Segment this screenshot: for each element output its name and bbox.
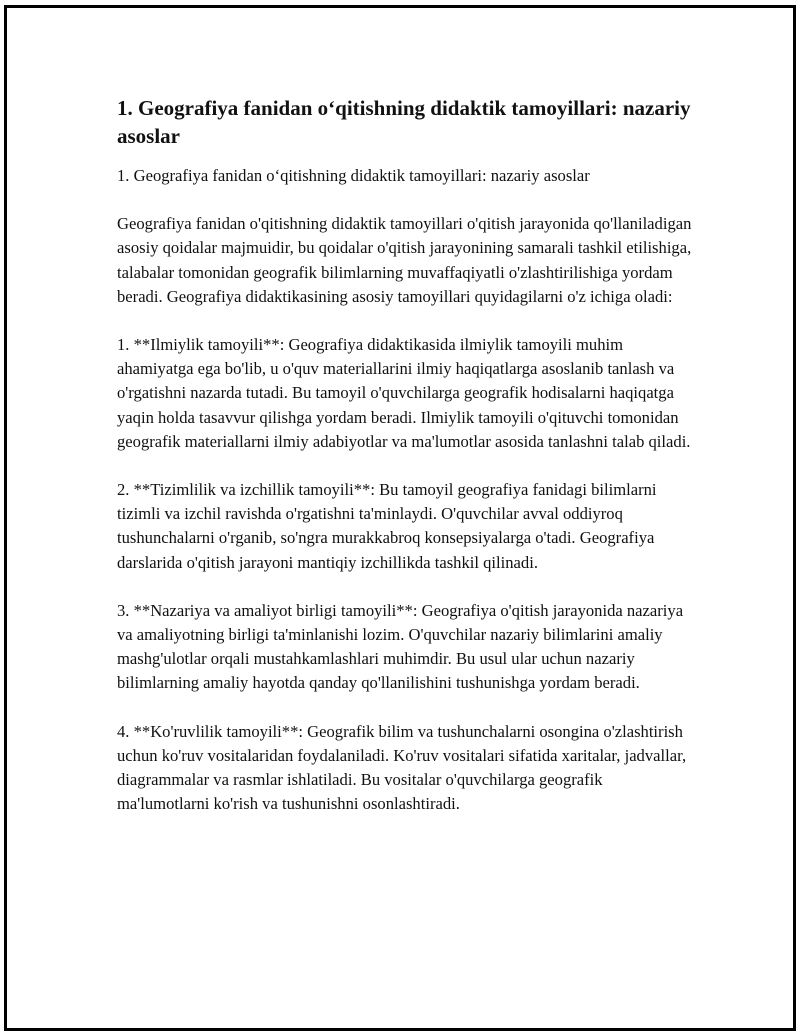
intro-paragraph: Geografiya fanidan o'qitishning didaktik tamoyillari o'qitish jarayonida qo'llaniladigan asosiy qoidalar majmuidir, bu qoidalar o'qitish jarayonining samarali tashkil etilishiga, talabalar tomonidan geografik bilimlarning muvaffaqiyatli o'zlashtirilishiga yordam beradi. Geografiya didaktikasining asosiy tamoyillari quyidagilarni o'z ichiga oladi: <box>117 214 692 306</box>
principle-paragraph-theory-practice: 3. **Nazariya va amaliyot birligi tamoyili**: Geografiya o'qitish jarayonida nazariya va amaliyotning birligi ta'minlanishi lozim. O'quvchilar nazariy bilimlarini amaliy mashg'ulotlar orqali mustahkamlashlari muhimdir. Bu usul ular uchun nazariy bilimlarning amaliy hayotda qanday qo'llanilishini tushunishga yordam beradi. <box>117 600 684 693</box>
principle-paragraph-systematic: 2. **Tizimlilik va izchillik tamoyili**: Bu tamoyil geografiya fanidagi bilimlarni tizimli va izchil ravishda o'rgatishni ta'minlaydi. O'quvchilar avval oddiyroq tushunchalarni o'rganib, so'ngra murakkabroq konsepsiyalarga o'tadi. Geografiya darslarida o'qitish jarayoni mantiqiy izchillikda tashkil qilinadi. <box>117 480 657 572</box>
principle-paragraph-visual: 4. **Ko'ruvlilik tamoyili**: Geografik bilim va tushunchalarni osongina o'zlashtirish uchun ko'ruv vositalaridan foydalaniladi. Ko'ruv vositalari sifatida xaritalar, jadvallar, diagrammalar va rasmlar ishlatiladi. Bu vositalar o'quvchilarga geografik ma'lumotlarni ko'rish va tushunishni osonlashtiradi. <box>117 721 687 814</box>
principle-paragraph-scientific: 1. **Ilmiylik tamoyili**: Geografiya didaktikasida ilmiylik tamoyili muhim ahamiyatga ega bo'lib, u o'quv materiallarini ilmiy haqiqatlarga asoslanib tanlash va o'rgatishni nazarda tutadi. Bu tamoyil o'quvchilarga geografik hodisalarni haqiqatga yaqin holda tasavvur qilishga yordam beradi. Ilmiylik tamoyili o'qituvchi tomonidan geografik materiallarni ilmiy adabiyotlar va ma'lumotlar asosida tanlashni talab qiladi. <box>117 335 691 451</box>
document-title: 1. Geografiya fanidan o‘qitishning didaktik tamoyillari: nazariy asoslar <box>117 96 691 148</box>
subtitle-paragraph: 1. Geografiya fanidan o‘qitishning didaktik tamoyillari: nazariy asoslar <box>117 166 590 185</box>
document-body <box>117 94 697 840</box>
